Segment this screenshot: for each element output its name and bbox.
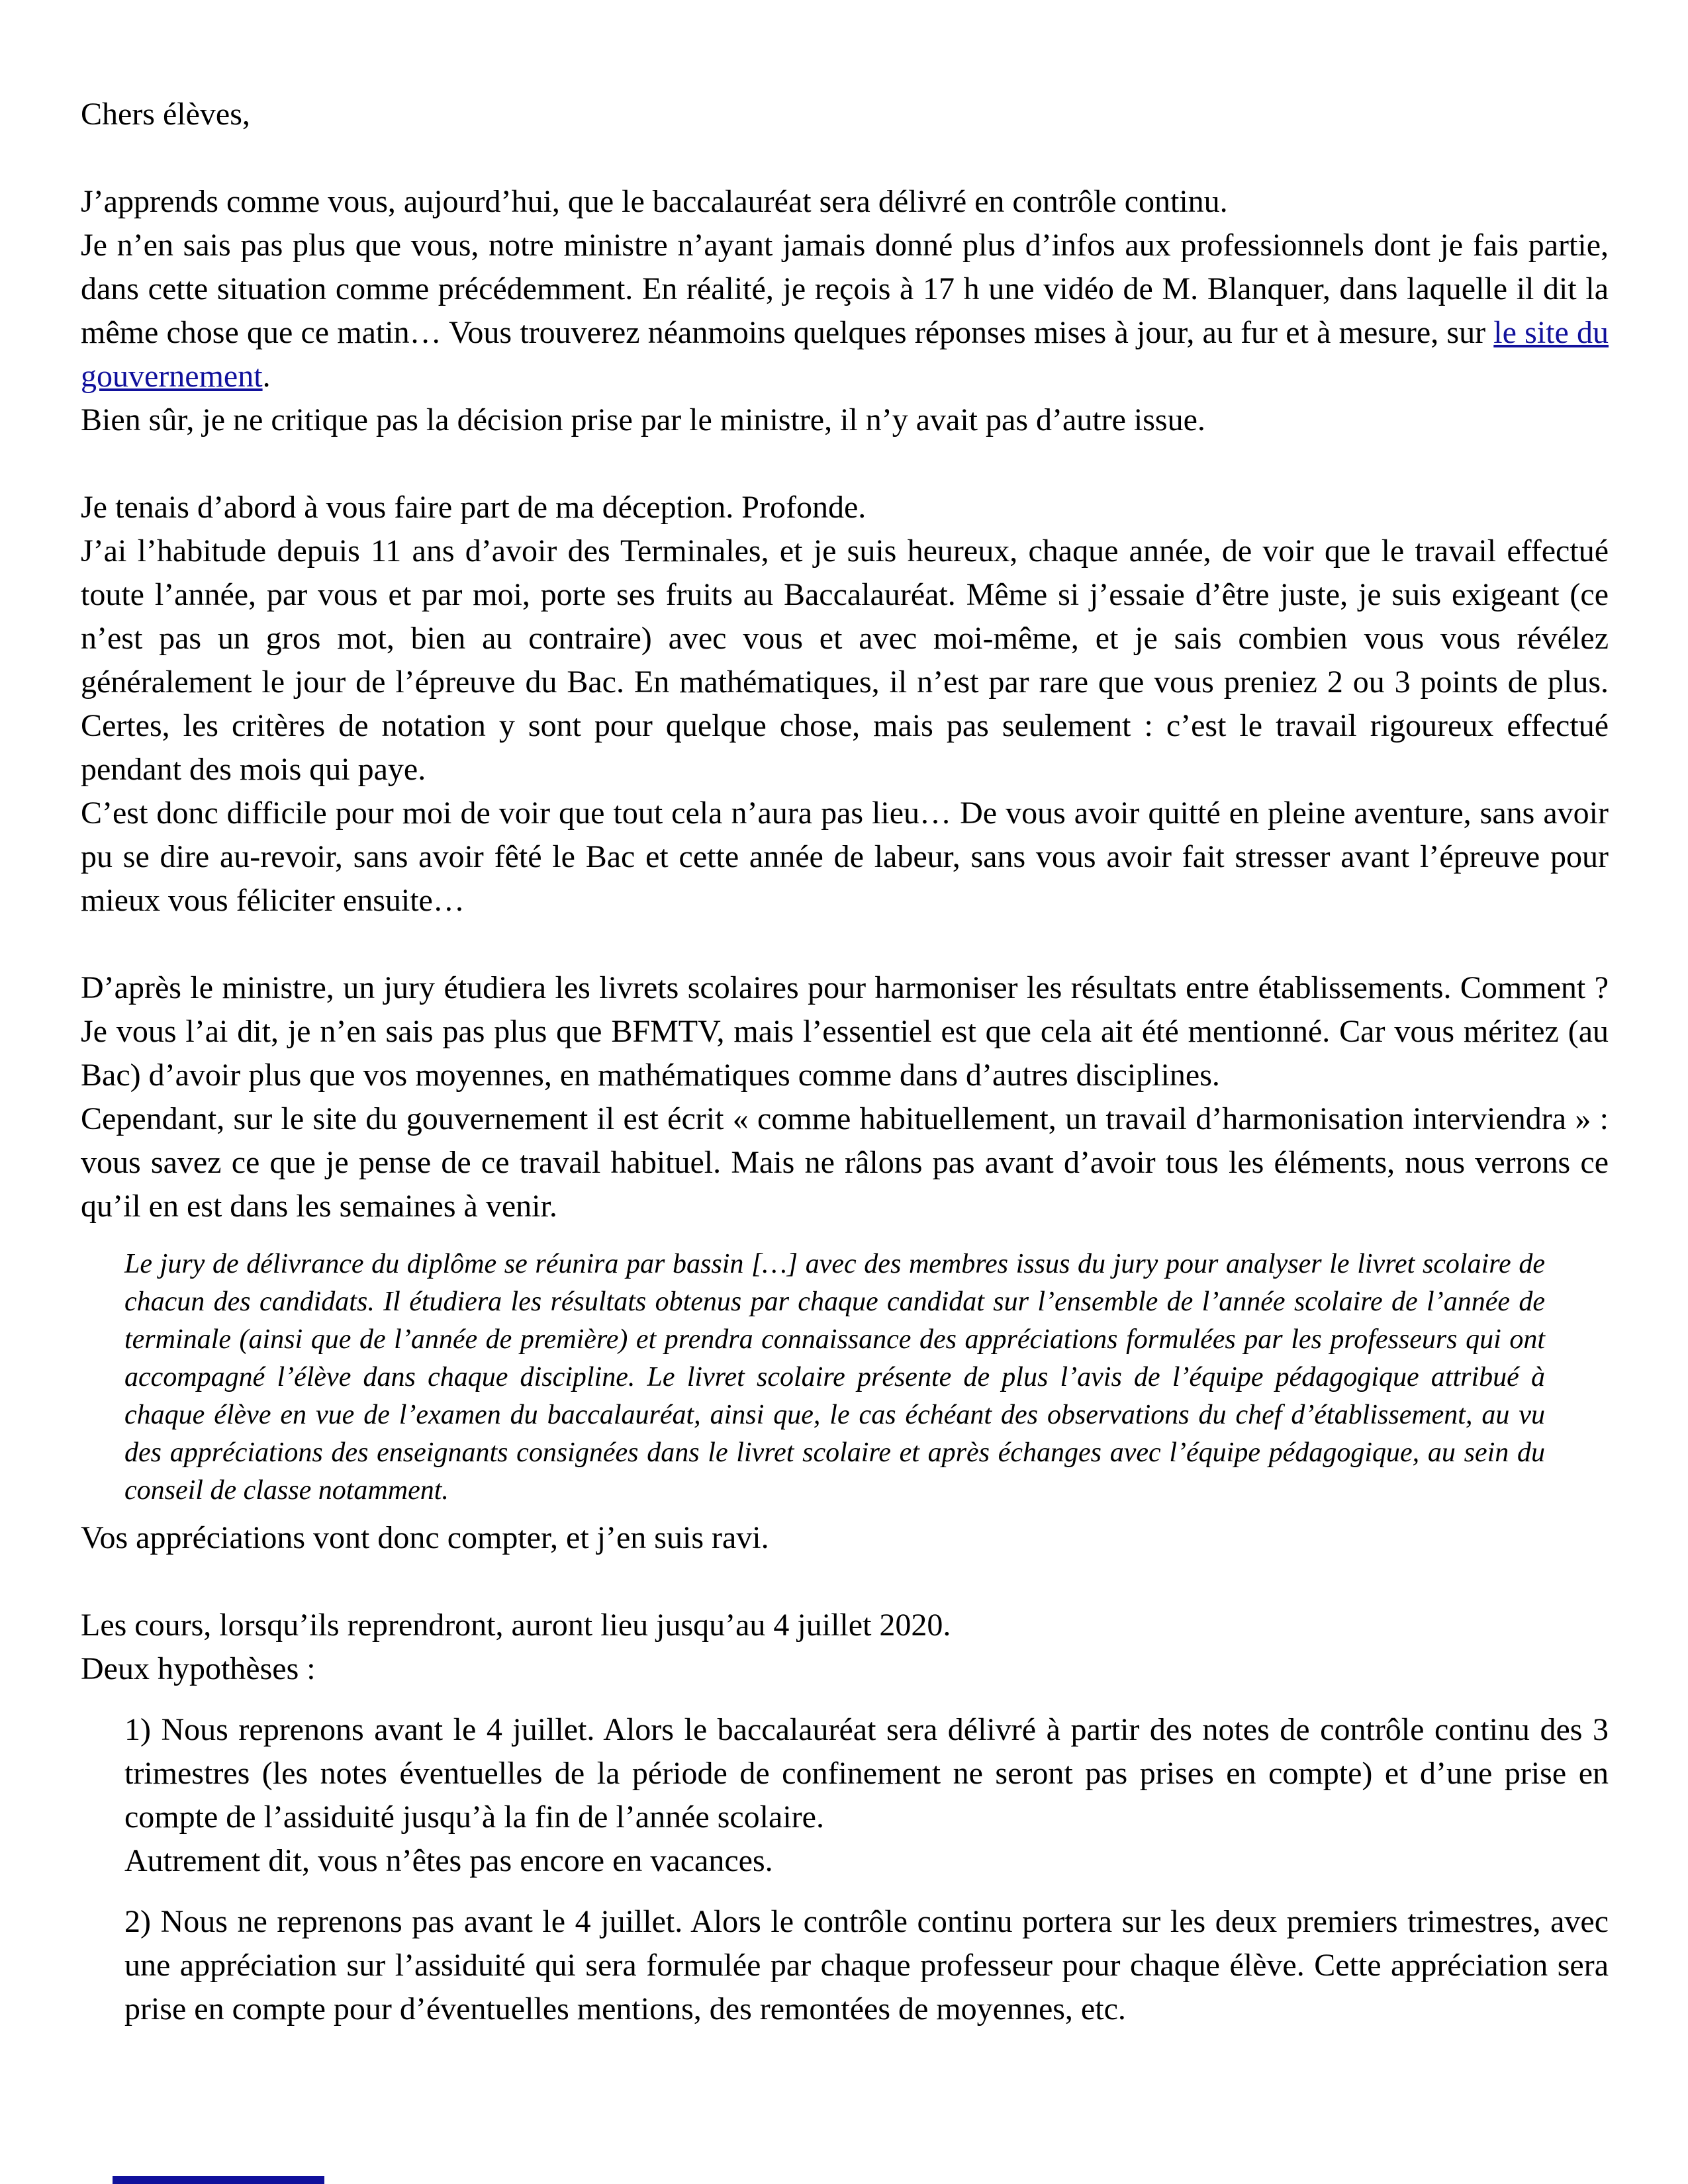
paragraph-courses [81, 1604, 1609, 1691]
salutation: Chers élèves, [81, 97, 250, 132]
hypothesis1-note: Autrement dit, vous n’êtes pas encore en vacances. [124, 1843, 773, 1878]
hypothesis-item-2: 2) Nous ne reprenons pas avant le 4 juillet. Alors le contrôle continu portera sur les deux premiers trimestres, avec une appréciation sur l’assiduité qui sera formulée par chaque professeur pour chaque élève. Cette appréciation sera prise en compte pour d’éventuelles mentions, des remontées de moyennes, etc. [124, 1904, 1609, 2026]
hypothesis-item-1 [124, 1708, 1609, 1883]
announcement-line: J’apprends comme vous, aujourd’hui, que le baccalauréat sera délivré en contrôle continu. [81, 184, 1228, 219]
cutoff-text-fragment [113, 2176, 324, 2184]
announcement-closing: Bien sûr, je ne critique pas la décision prise par le ministre, il n’y avait pas d’autre issue. [81, 402, 1205, 437]
jury-part2: Cependant, sur le site du gouvernement il est écrit « comme habituellement, un travail d’harmonisation interviendra » : vous savez ce que je pense de ce travail habituel. Mais ne râlons pas avant d’avoir tous les éléments, nous verrons ce qu’il en est dans les semaines à venir. [81, 1101, 1609, 1224]
announcement-body: Je n’en sais pas plus que vous, notre ministre n’ayant jamais donné plus d’infos aux professionnels dont je fais partie, dans cette situation comme précédemment. En réalité, je reçois à 17 h une vidéo de M. Blanquer, dans laquelle il dit la même chose que ce matin… Vous trouverez néanmoins quelques réponses mises à jour, au fur et à mesure, sur [81, 228, 1609, 350]
deception-body: J’ai l’habitude depuis 11 ans d’avoir des Terminales, et je suis heureux, chaque année, de voir que le travail effectué toute l’année, par vous et par moi, porte ses fruits au Baccalauréat. Même si j’essaie d’être juste, je suis exigeant (ce n’est pas un gros mot, bien au contraire) avec vous et avec moi-même, et je sais combien vous vous révélez généralement le jour de l’épreuve du Bac. En mathématiques, il n’est par rare que vous preniez 2 ou 3 points de plus. Certes, les critères de notation y sont pour quelque chose, mais pas seulement : c’est le travail rigoureux effectué pendant des mois qui paye. [81, 533, 1609, 787]
deception-conclusion: C’est donc difficile pour moi de voir que tout cela n’aura pas lieu… De vous avoir quitté en pleine aventure, sans avoir pu se dire au-revoir, sans avoir fêté le Bac et cette année de labeur, sans vous avoir fait stresser avant l’épreuve pour mieux vous féliciter ensuite… [81, 796, 1609, 918]
paragraph-jury [81, 966, 1609, 1228]
paragraph-deception [81, 486, 1609, 923]
after-quote-remark: Vos appréciations vont donc compter, et j’en suis ravi. [81, 1520, 769, 1555]
government-site-link[interactable]: le site du gouvernement [81, 315, 1609, 394]
paragraph-announcement [81, 180, 1609, 442]
hypothesis1-body: 1) Nous reprenons avant le 4 juillet. Alors le baccalauréat sera délivré à partir des notes de contrôle continu des 3 trimestres (les notes éventuelles de la période de confinement ne seront pas prises en compte) et d’une prise en compte de l’assiduité jusqu’à la fin de l’année scolaire. [124, 1712, 1609, 1835]
courses-line: Les cours, lorsqu’ils reprendront, auront lieu jusqu’au 4 juillet 2020. [81, 1608, 951, 1643]
deception-intro: Je tenais d’abord à vous faire part de ma déception. Profonde. [81, 490, 867, 525]
hypotheses-intro: Deux hypothèses : [81, 1651, 316, 1686]
official-quote: Le jury de délivrance du diplôme se réunira par bassin […] avec des membres issus du jury pour analyser le livret scolaire de chacun des candidats. Il étudiera les résultats obtenus par chaque candidat sur l’ensemble de l’année scolaire de l’année de terminale (ainsi que de l’année de première) et prendra connaissance des appréciations formulées par les professeurs qui ont accompagné l’élève dans chaque discipline. Le livret scolaire présente de plus l’avis de l’équipe pédagogique attribué à chaque élève en vue de l’examen du baccalauréat, ainsi que, le cas échéant des observations du chef d’établissement, au vu des appréciations des enseignants consignées dans le livret scolaire et après échanges avec l’équipe pédagogique, au sein du conseil de classe notamment. [124, 1249, 1545, 1506]
announcement-after-link: . [262, 359, 271, 394]
jury-part1: D’après le ministre, un jury étudiera les livrets scolaires pour harmoniser les résultats entre établissements. Comment ? Je vous l’ai dit, je n’en sais pas plus que BFMTV, mais l’essentiel est que cela ait été mentionné. Car vous méritez (au Bac) d’avoir plus que vos moyennes, en mathématiques comme dans d’autres disciplines. [81, 970, 1609, 1093]
